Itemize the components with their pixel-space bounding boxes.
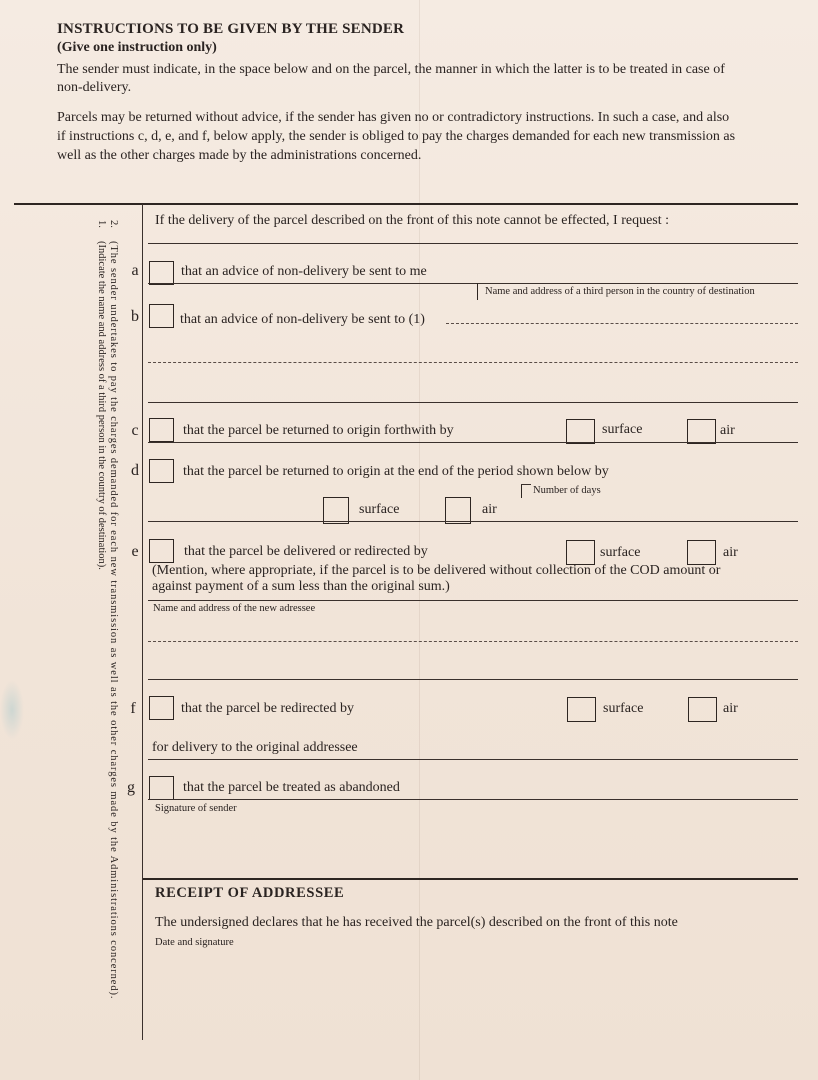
option-b-label: that an advice of non-delivery be sent to (1) [180,312,425,327]
option-c-letter: c [131,422,139,439]
instructions-subtitle: (Give one instruction only) [57,40,217,55]
rule-d [148,521,798,522]
option-c-air-checkbox[interactable] [687,419,716,444]
option-d-label: that the parcel be returned to origin at the end of the period shown below by [183,464,609,479]
side-notes [59,220,119,1000]
option-g-letter: g [127,779,135,796]
option-b-address-line-1[interactable] [446,323,798,324]
option-e-label: that the parcel be delivered or redirected by [184,544,428,559]
option-c-label: that the parcel be returned to origin forthwith by [183,423,454,438]
option-c-checkbox[interactable] [149,418,174,442]
option-c-surface-label: surface [602,422,643,437]
option-f-air-label: air [723,701,738,716]
option-e-note-line1: (Mention, where appropriate, if the parcel is to be delivered without collection of the COD amount or [152,563,721,578]
signature-field[interactable] [152,820,796,875]
option-a-letter: a [131,262,139,279]
option-b-address-line-2[interactable] [148,362,798,363]
instructions-para1-line2: non-delivery. [57,80,132,95]
option-f-letter: f [130,700,136,717]
option-e-letter: e [131,543,139,560]
option-g-label: that the parcel be treated as abandoned [183,780,400,795]
option-f-followup: for delivery to the original addressee [152,740,358,755]
third-person-caption: Name and address of a third person in the country of destination [485,286,755,297]
rule-g [148,799,798,800]
option-f-surface-label: surface [603,701,644,716]
side-note-2-number: 2. [108,220,119,228]
option-f-checkbox[interactable] [149,696,174,720]
signature-caption: Signature of sender [155,803,237,814]
receipt-title: RECEIPT OF ADDRESSEE [155,885,345,901]
number-of-days-caption: Number of days [533,485,601,496]
option-f-surface-checkbox[interactable] [567,697,596,722]
rule-e-address [148,679,798,680]
option-d-letter: d [131,462,139,479]
date-signature-field[interactable] [152,952,796,1032]
paper-stain [0,680,24,740]
instructions-para2-line1: Parcels may be returned without advice, if the sender has given no or contradictory instructions. In such a case, and also [57,110,730,125]
option-a-label: that an advice of non-delivery be sent to me [181,264,427,279]
caption-tick [477,283,478,300]
side-note-2-text: (The sender undertakes to pay the charges demanded for each new transmission as well as the other charges made by the Administrations concerned). [108,241,119,1000]
instructions-para1-line1: The sender must indicate, in the space below and on the parcel, the manner in which the latter is to be treated in case of [57,62,725,77]
instructions-title: INSTRUCTIONS TO BE GIVEN BY THE SENDER [57,21,405,37]
form-intro: If the delivery of the parcel described on the front of this note cannot be effected, I request : [155,213,670,228]
days-tick-top [521,484,531,485]
date-signature-caption: Date and signature [155,937,234,948]
option-f-air-checkbox[interactable] [688,697,717,722]
rule-intro [148,243,798,244]
option-d-air-checkbox[interactable] [445,497,471,524]
side-note-1-number: 1. [96,220,107,228]
option-e-surface-label: surface [600,545,641,560]
new-addressee-line[interactable] [148,641,798,642]
option-e-air-label: air [723,545,738,560]
option-b-letter: b [131,308,139,325]
option-a-checkbox[interactable] [149,261,174,285]
days-tick [521,484,522,498]
rule-b [148,402,798,403]
instructions-para2-line2: if instructions c, d, e, and f, below apply, the sender is obliged to pay the charges demanded for each new transmission as [57,129,736,144]
receipt-text: The undersigned declares that he has received the parcel(s) described on the front of this note [155,915,678,930]
rule-a [148,283,798,284]
option-e-checkbox[interactable] [149,539,174,563]
option-b-checkbox[interactable] [149,304,174,328]
instructions-para2-line3: well as the other charges made by the administrations concerned. [57,148,422,163]
rule-c [148,442,798,443]
rule-e [148,600,798,601]
option-d-air-label: air [482,502,497,517]
new-addressee-caption: Name and address of the new adressee [153,603,316,614]
option-f-label: that the parcel be redirected by [181,701,354,716]
rule-f [148,759,798,760]
option-e-note-line2: against payment of a sum less than the original sum.) [152,579,450,594]
option-d-surface-checkbox[interactable] [323,497,349,524]
side-note-1-text: (Indicate the name and address of a third person in the country of destination). [96,241,107,570]
option-d-checkbox[interactable] [149,459,174,483]
option-c-surface-checkbox[interactable] [566,419,595,444]
form-left-rule [142,204,143,1040]
option-d-surface-label: surface [359,502,400,517]
form-top-rule [14,203,798,205]
receipt-top-rule [143,878,798,880]
option-g-checkbox[interactable] [149,776,174,800]
option-c-air-label: air [720,423,735,438]
